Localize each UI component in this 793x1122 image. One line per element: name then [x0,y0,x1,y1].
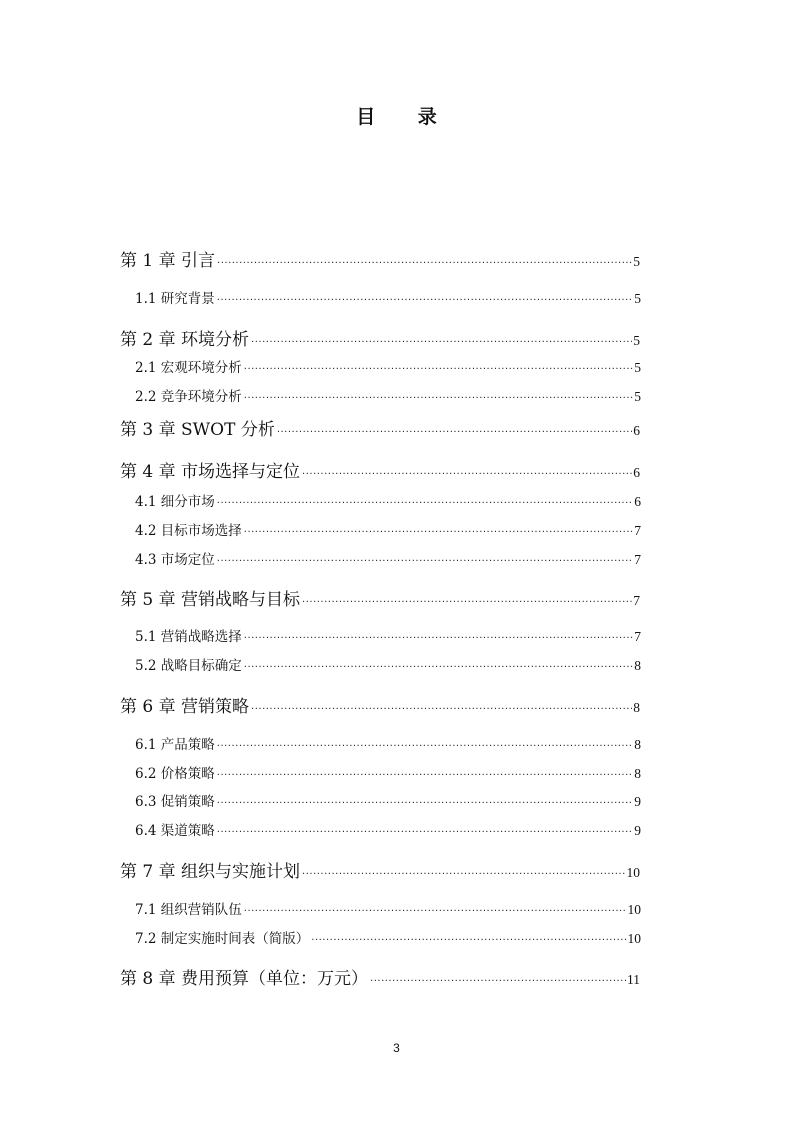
toc-leader-dots [244,393,633,404]
toc-entry-label: 4.3 市场定位 [135,552,215,568]
toc-leader-dots [311,935,626,946]
toc-entry-label: 第 8 章 费用预算（单位：万元） [120,969,369,989]
toc-leader-dots [302,469,632,480]
toc-entry-page: 7 [634,629,641,644]
toc-entry-section-6-3[interactable] [135,790,641,810]
toc-entry-page: 5 [633,333,640,348]
toc-leader-dots [217,295,633,306]
toc-entry-label: 7.2 制定实施时间表（简版） [135,931,310,947]
toc-entry-chapter-4[interactable] [120,457,640,482]
toc-entry-section-6-1[interactable] [135,733,641,753]
toc-entry-section-7-2[interactable] [135,927,641,947]
toc-entry-page: 10 [626,865,640,880]
toc-entry-label: 第 3 章 SWOT 分析 [120,420,275,440]
toc-leader-dots [217,798,633,809]
toc-entry-section-5-1[interactable] [135,625,641,645]
toc-entry-label: 第 1 章 引言 [120,251,216,271]
toc-leader-dots [217,741,633,752]
toc-entry-label: 7.1 组织营销队伍 [135,902,242,918]
toc-leader-dots [244,364,633,375]
toc-entry-section-1-1[interactable] [135,287,641,307]
toc-entry-label: 2.1 宏观环境分析 [135,360,242,376]
toc-leader-dots [217,556,633,567]
toc-entry-chapter-3[interactable] [120,415,640,440]
toc-entry-label: 第 4 章 市场选择与定位 [120,462,301,482]
toc-leader-dots [244,527,633,538]
toc-entry-label: 6.2 价格策略 [135,766,215,782]
toc-leader-dots [277,427,632,438]
toc-entry-label: 2.2 竞争环境分析 [135,389,242,405]
toc-entry-page: 6 [633,423,640,438]
toc-entry-label: 6.3 促销策略 [135,794,215,810]
toc-entry-page: 9 [634,794,641,809]
toc-entry-page: 8 [633,700,640,715]
toc-leader-dots [244,633,633,644]
toc-entry-label: 第 5 章 营销战略与目标 [120,590,301,610]
toc-entry-label: 第 6 章 营销策略 [120,697,250,717]
toc-entry-label: 5.2 战略目标确定 [135,658,242,674]
toc-entry-chapter-1[interactable] [120,246,640,271]
toc-entry-page: 8 [634,766,641,781]
toc-entry-section-2-2[interactable] [135,385,641,405]
toc-entry-label: 4.2 目标市场选择 [135,523,242,539]
toc-leader-dots [244,662,633,673]
toc-leader-dots [370,976,626,987]
toc-title: 目 录 [356,106,455,128]
toc-entry-page: 8 [634,658,641,673]
toc-leader-dots [217,827,633,838]
toc-entry-chapter-7[interactable] [120,857,640,882]
toc-entry-section-2-1[interactable] [135,356,641,376]
toc-entry-page: 5 [634,360,641,375]
toc-entry-label: 5.1 营销战略选择 [135,629,242,645]
toc-entry-label: 6.4 渠道策略 [135,823,215,839]
toc-entry-page: 5 [634,291,641,306]
toc-entry-label: 第 2 章 环境分析 [120,330,250,350]
toc-entry-chapter-2[interactable] [120,325,640,350]
toc-entry-chapter-6[interactable] [120,692,640,717]
toc-entry-page: 10 [627,931,641,946]
toc-entry-page: 7 [633,593,640,608]
toc-entry-label: 1.1 研究背景 [135,291,215,307]
toc-entry-page: 11 [627,972,640,987]
toc-entry-section-4-2[interactable] [135,519,641,539]
toc-entry-page: 8 [634,737,641,752]
toc-entry-section-7-1[interactable] [135,898,641,918]
toc-entry-section-6-2[interactable] [135,762,641,782]
toc-entry-page: 5 [633,254,640,269]
toc-leader-dots [217,258,632,269]
toc-leader-dots [302,597,632,608]
toc-entry-label: 6.1 产品策略 [135,737,215,753]
toc-leader-dots [217,770,633,781]
toc-entry-label: 第 7 章 组织与实施计划 [120,862,301,882]
page-number: 3 [393,1041,400,1055]
toc-entry-section-5-2[interactable] [135,654,641,674]
toc-entry-section-6-4[interactable] [135,819,641,839]
toc-entry-page: 6 [634,494,641,509]
toc-leader-dots [302,869,625,880]
toc-entry-section-4-1[interactable] [135,490,641,510]
toc-leader-dots [217,498,633,509]
toc-leader-dots [244,906,627,917]
toc-entry-page: 10 [627,902,641,917]
toc-entry-page: 6 [633,465,640,480]
toc-entry-chapter-8[interactable] [120,964,640,989]
toc-leader-dots [251,704,632,715]
toc-entry-page: 9 [634,823,641,838]
toc-entry-label: 4.1 细分市场 [135,494,215,510]
toc-entry-page: 5 [634,389,641,404]
toc-entry-section-4-3[interactable] [135,548,641,568]
toc-entry-chapter-5[interactable] [120,585,640,610]
toc-leader-dots [251,337,632,348]
toc-entry-page: 7 [634,552,641,567]
toc-entry-page: 7 [634,523,641,538]
